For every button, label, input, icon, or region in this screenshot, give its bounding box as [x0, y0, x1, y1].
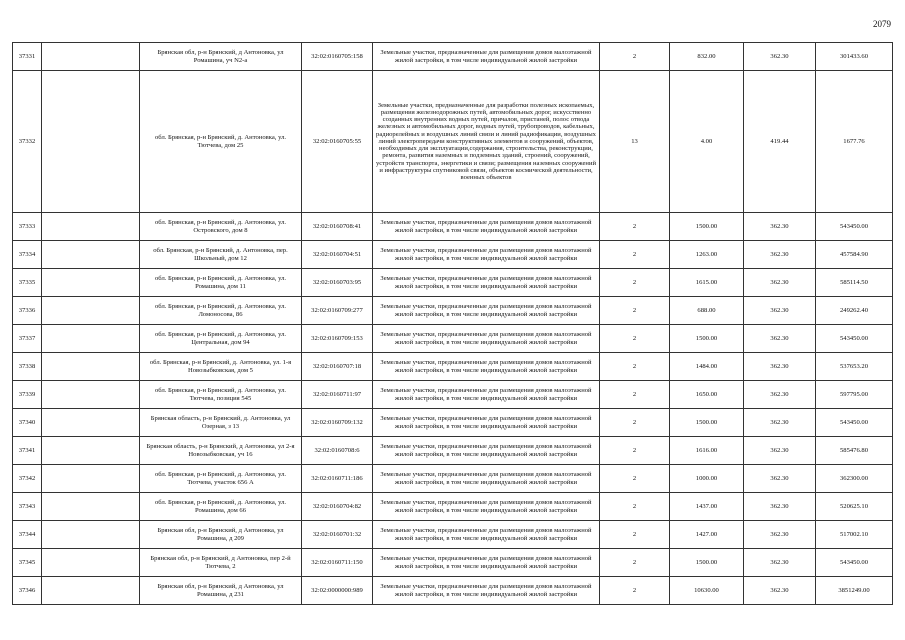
purpose-cell: Земельные участки, предназначенные для размещения домов малоэтажной жилой застройки, в том числе индивидуальной жилой застройки [373, 409, 600, 437]
row-number: 37342 [13, 465, 42, 493]
cadastral-number-cell: 32:02:0000000:989 [302, 577, 373, 605]
row-number: 37336 [13, 297, 42, 325]
blank-cell [42, 71, 140, 213]
area-cell: 832.00 [670, 43, 744, 71]
row-number: 37337 [13, 325, 42, 353]
address-cell: обл. Брянская, р-н Брянский, д. Антоновка, ул. Тютчева, дом 25 [140, 71, 302, 213]
row-number: 37333 [13, 213, 42, 241]
table-row [13, 297, 893, 325]
group-cell: 2 [600, 353, 670, 381]
address-cell: Брянская область, р-н Брянский, д Антоновка, ул 2-я Новозыбковская, уч 16 [140, 437, 302, 465]
cadastral-number-cell: 32:02:0160709:277 [302, 297, 373, 325]
purpose-cell: Земельные участки, предназначенные для размещения домов малоэтажной жилой застройки, в том числе индивидуальной жилой застройки [373, 465, 600, 493]
group-cell: 13 [600, 71, 670, 213]
address-cell: обл. Брянская, р-н Брянский, д. Антоновка, ул. Тютчева, участок 656 А [140, 465, 302, 493]
address-cell: обл. Брянская, р-н Брянский, д. Антоновка, ул. 1-я Новозыбковская, дом 5 [140, 353, 302, 381]
cadastral-value-cell: 517002.10 [816, 521, 893, 549]
purpose-cell: Земельные участки, предназначенные для размещения домов малоэтажной жилой застройки, в том числе индивидуальной жилой застройки [373, 577, 600, 605]
rate-cell: 362.30 [744, 297, 816, 325]
blank-cell [42, 465, 140, 493]
row-number: 37335 [13, 269, 42, 297]
rate-cell: 362.30 [744, 493, 816, 521]
rate-cell: 362.30 [744, 269, 816, 297]
area-cell: 10630.00 [670, 577, 744, 605]
cadastral-number-cell: 32:02:0160705:55 [302, 71, 373, 213]
table-row [13, 213, 893, 241]
purpose-cell: Земельные участки, предназначенные для размещения домов малоэтажной жилой застройки, в том числе индивидуальной жилой застройки [373, 521, 600, 549]
cadastral-number-cell: 32:02:0160709:153 [302, 325, 373, 353]
rate-cell: 362.30 [744, 241, 816, 269]
row-number: 37345 [13, 549, 42, 577]
address-cell: обл. Брянская, р-н Брянский, д. Антоновка, ул. Ромашина, дом 11 [140, 269, 302, 297]
group-cell: 2 [600, 269, 670, 297]
blank-cell [42, 213, 140, 241]
address-cell: Брянская обл, р-н Брянский, д Антоновка, ул Ромашина, д 209 [140, 521, 302, 549]
address-cell: Брянская обл, р-н Брянский, д Антоновка, ул Ромашина, уч N2-а [140, 43, 302, 71]
area-cell: 4.00 [670, 71, 744, 213]
rate-cell: 362.30 [744, 353, 816, 381]
cadastral-number-cell: 32:02:0160709:132 [302, 409, 373, 437]
area-cell: 1650.00 [670, 381, 744, 409]
rate-cell: 362.30 [744, 381, 816, 409]
address-cell: обл. Брянская, р-н Брянский, д. Антоновка, ул. Ромашина, дом 66 [140, 493, 302, 521]
row-number: 37346 [13, 577, 42, 605]
rate-cell: 362.30 [744, 437, 816, 465]
cadastral-value-cell: 249262.40 [816, 297, 893, 325]
table-row [13, 521, 893, 549]
cadastral-number-cell: 32:02:0160704:82 [302, 493, 373, 521]
row-number: 37339 [13, 381, 42, 409]
row-number: 37331 [13, 43, 42, 71]
group-cell: 2 [600, 549, 670, 577]
group-cell: 2 [600, 213, 670, 241]
cadastral-value-cell: 543450.00 [816, 409, 893, 437]
blank-cell [42, 549, 140, 577]
area-cell: 1437.00 [670, 493, 744, 521]
group-cell: 2 [600, 297, 670, 325]
area-cell: 1616.00 [670, 437, 744, 465]
cadastral-number-cell: 32:02:0160711:97 [302, 381, 373, 409]
area-cell: 1263.00 [670, 241, 744, 269]
table-row [13, 465, 893, 493]
rate-cell: 362.30 [744, 43, 816, 71]
blank-cell [42, 381, 140, 409]
area-cell: 1615.00 [670, 269, 744, 297]
purpose-cell: Земельные участки, предназначенные для размещения домов малоэтажной жилой застройки, в том числе индивидуальной жилой застройки [373, 213, 600, 241]
blank-cell [42, 325, 140, 353]
row-number: 37341 [13, 437, 42, 465]
address-cell: Брянская обл, р-н Брянский, д Антоновка, ул Ромашина, д 231 [140, 577, 302, 605]
cadastral-number-cell: 32:02:0160701:32 [302, 521, 373, 549]
purpose-cell: Земельные участки, предназначенные для размещения домов малоэтажной жилой застройки, в том числе индивидуальной жилой застройки [373, 437, 600, 465]
row-number: 37344 [13, 521, 42, 549]
area-cell: 1500.00 [670, 409, 744, 437]
group-cell: 2 [600, 43, 670, 71]
table-row [13, 549, 893, 577]
group-cell: 2 [600, 577, 670, 605]
purpose-cell: Земельные участки, предназначенные для размещения домов малоэтажной жилой застройки, в том числе индивидуальной жилой застройки [373, 269, 600, 297]
cadastral-value-cell: 543450.00 [816, 213, 893, 241]
cadastral-value-table [12, 42, 893, 605]
table-row [13, 71, 893, 213]
table-row [13, 577, 893, 605]
blank-cell [42, 241, 140, 269]
blank-cell [42, 493, 140, 521]
group-cell: 2 [600, 465, 670, 493]
row-number: 37338 [13, 353, 42, 381]
table-row [13, 437, 893, 465]
table-row [13, 43, 893, 71]
rate-cell: 419.44 [744, 71, 816, 213]
address-cell: обл. Брянская, р-н Брянский, д. Антоновка, ул. Тютчева, позиция 545 [140, 381, 302, 409]
cadastral-number-cell: 32:02:0160708:6 [302, 437, 373, 465]
address-cell: обл. Брянская, р-н Брянский, д. Антоновка, пер. Школьный, дом 12 [140, 241, 302, 269]
purpose-cell: Земельные участки, предназначенные для размещения домов малоэтажной жилой застройки, в том числе индивидуальной жилой застройки [373, 241, 600, 269]
rate-cell: 362.30 [744, 409, 816, 437]
address-cell: обл. Брянская, р-н Брянский, д. Антоновка, ул. Ломоносова, 86 [140, 297, 302, 325]
rate-cell: 362.30 [744, 577, 816, 605]
purpose-cell: Земельные участки, предназначенные для размещения домов малоэтажной жилой застройки, в том числе индивидуальной жилой застройки [373, 43, 600, 71]
row-number: 37343 [13, 493, 42, 521]
cadastral-number-cell: 32:02:0160705:158 [302, 43, 373, 71]
blank-cell [42, 43, 140, 71]
group-cell: 2 [600, 381, 670, 409]
purpose-cell: Земельные участки, предназначенные для размещения домов малоэтажной жилой застройки, в том числе индивидуальной жилой застройки [373, 493, 600, 521]
purpose-cell: Земельные участки, предназначенные для размещения домов малоэтажной жилой застройки, в том числе индивидуальной жилой застройки [373, 549, 600, 577]
purpose-cell: Земельные участки, предназначенные для размещения домов малоэтажной жилой застройки, в том числе индивидуальной жилой застройки [373, 353, 600, 381]
blank-cell [42, 353, 140, 381]
cadastral-value-cell: 585476.80 [816, 437, 893, 465]
group-cell: 2 [600, 409, 670, 437]
rate-cell: 362.30 [744, 549, 816, 577]
purpose-cell: Земельные участки, предназначенные для размещения домов малоэтажной жилой застройки, в том числе индивидуальной жилой застройки [373, 297, 600, 325]
cadastral-value-cell: 1677.76 [816, 71, 893, 213]
area-cell: 1000.00 [670, 465, 744, 493]
rate-cell: 362.30 [744, 213, 816, 241]
cadastral-value-cell: 537653.20 [816, 353, 893, 381]
row-number: 37332 [13, 71, 42, 213]
table-row [13, 325, 893, 353]
area-cell: 1500.00 [670, 325, 744, 353]
area-cell: 1427.00 [670, 521, 744, 549]
group-cell: 2 [600, 521, 670, 549]
area-cell: 688.00 [670, 297, 744, 325]
purpose-cell: Земельные участки, предназначенные для разработки полезных ископаемых, размещения железнодорожных путей, автомобильных дорог, искусственно созданных внутренних водных путей, причалов, пристаней, полос отвода железных и автомобильных дорог, водных путей, трубопроводов, кабельных, радиорелейных и воздушных линий связи и линий радиофикации, воздушных линий электропередачи конструктивных элементов и сооружений, объектов, необходимых для эксплуатации,содержания, строительства, реконструкции, ремонта, развития наземных и подземных зданий, строений, сооружений, устройств транспорта, энергетики и связи; размещения наземных сооружений и инфраструктуры спутниковой связи, объектов космической деятельности, военных объектов [373, 71, 600, 213]
blank-cell [42, 269, 140, 297]
table-row [13, 353, 893, 381]
row-number: 37340 [13, 409, 42, 437]
rate-cell: 362.30 [744, 325, 816, 353]
cadastral-value-cell: 301433.60 [816, 43, 893, 71]
purpose-cell: Земельные участки, предназначенные для размещения домов малоэтажной жилой застройки, в том числе индивидуальной жилой застройки [373, 325, 600, 353]
address-cell: обл. Брянская, р-н Брянский, д. Антоновка, ул. Центральная, дом 94 [140, 325, 302, 353]
table-row [13, 409, 893, 437]
cadastral-number-cell: 32:02:0160703:95 [302, 269, 373, 297]
cadastral-value-cell: 597795.00 [816, 381, 893, 409]
cadastral-value-cell: 3851249.00 [816, 577, 893, 605]
group-cell: 2 [600, 493, 670, 521]
row-number: 37334 [13, 241, 42, 269]
blank-cell [42, 437, 140, 465]
cadastral-value-cell: 362300.00 [816, 465, 893, 493]
cadastral-number-cell: 32:02:0160711:150 [302, 549, 373, 577]
table-row [13, 381, 893, 409]
address-cell: Брянская область, р-н Брянский, д. Антоновка, ул Озерная, з 13 [140, 409, 302, 437]
group-cell: 2 [600, 437, 670, 465]
address-cell: обл. Брянская, р-н Брянский, д. Антоновка, ул. Островского, дом 8 [140, 213, 302, 241]
cadastral-value-cell: 520625.10 [816, 493, 893, 521]
address-cell: Брянская обл, р-н Брянский, д Антоновка, пер 2-й Тютчева, 2 [140, 549, 302, 577]
cadastral-number-cell: 32:02:0160708:41 [302, 213, 373, 241]
cadastral-value-cell: 543450.00 [816, 549, 893, 577]
page-number: 2079 [873, 19, 891, 29]
rate-cell: 362.30 [744, 465, 816, 493]
blank-cell [42, 297, 140, 325]
table-row [13, 269, 893, 297]
area-cell: 1500.00 [670, 549, 744, 577]
blank-cell [42, 409, 140, 437]
area-cell: 1500.00 [670, 213, 744, 241]
purpose-cell: Земельные участки, предназначенные для размещения домов малоэтажной жилой застройки, в том числе индивидуальной жилой застройки [373, 381, 600, 409]
cadastral-value-cell: 543450.00 [816, 325, 893, 353]
area-cell: 1484.00 [670, 353, 744, 381]
cadastral-value-cell: 585114.50 [816, 269, 893, 297]
cadastral-number-cell: 32:02:0160711:186 [302, 465, 373, 493]
group-cell: 2 [600, 241, 670, 269]
cadastral-number-cell: 32:02:0160707:18 [302, 353, 373, 381]
rate-cell: 362.30 [744, 521, 816, 549]
cadastral-number-cell: 32:02:0160704:51 [302, 241, 373, 269]
blank-cell [42, 521, 140, 549]
cadastral-value-cell: 457584.90 [816, 241, 893, 269]
table-row [13, 493, 893, 521]
blank-cell [42, 577, 140, 605]
group-cell: 2 [600, 325, 670, 353]
table-row [13, 241, 893, 269]
